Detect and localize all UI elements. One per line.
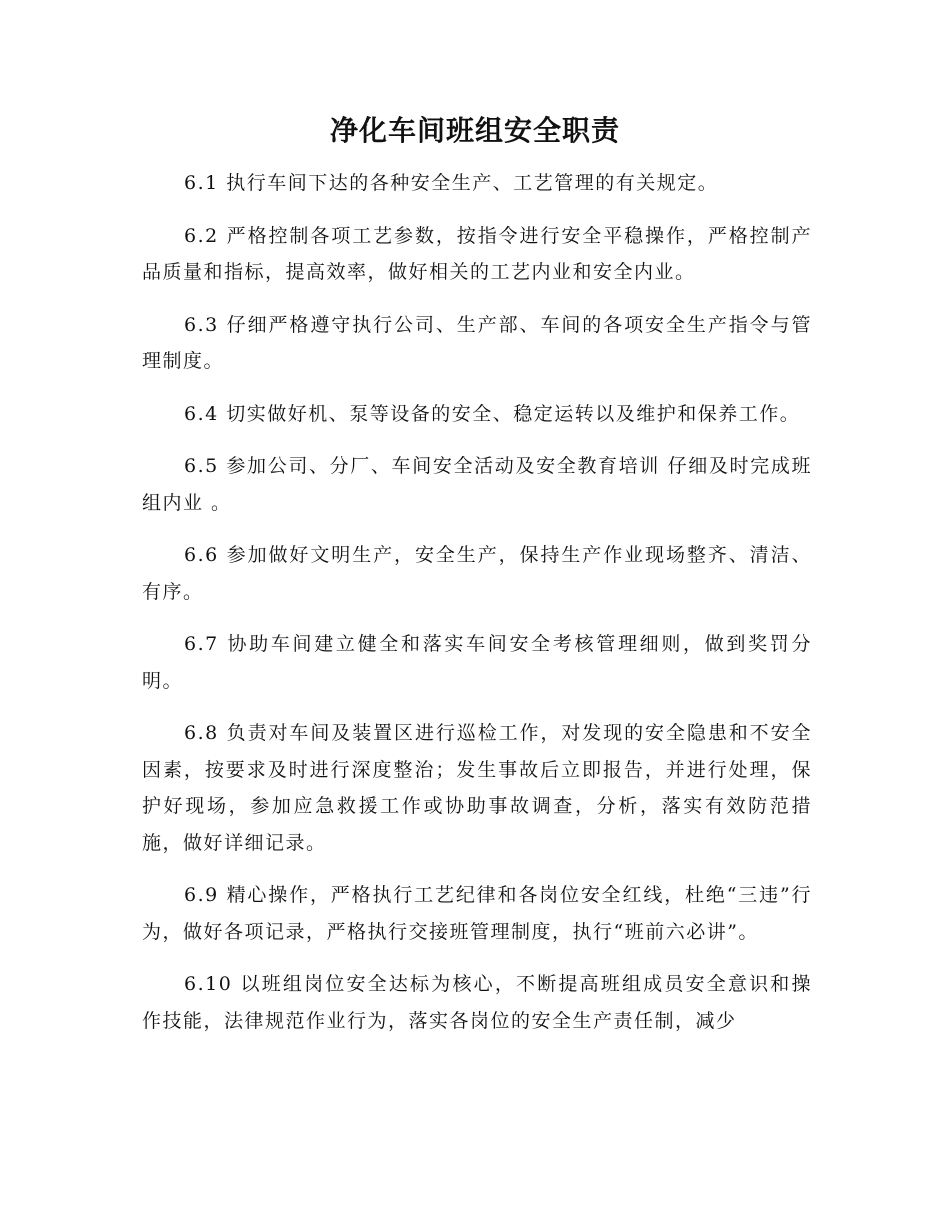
paragraph-6-6: 6.6 参加做好文明生产，安全生产，保持生产作业现场整齐、清洁、有序。 [142,544,812,603]
paragraph-6-10: 6.10 以班组岗位安全达标为核心，不断提高班组成员安全意识和操作技能，法律规范作业行为，落实各岗位的安全生产责任制，减少 [142,973,812,1032]
paragraph-6-8: 6.8 负责对车间及装置区进行巡检工作，对发现的安全隐患和不安全因素，按要求及时进行深度整治；发生事故后立即报告，并进行处理，保护好现场，参加应急救援工作或协助事故调查，分析，落实有效防范措施，做好详细记录。 [142,722,812,854]
paragraph-6-1: 6.1 执行车间下达的各种安全生产、工艺管理的有关规定。 [184,172,719,194]
paragraph-6-9: 6.9 精心操作，严格执行工艺纪律和各岗位安全红线，杜绝“三违”行为，做好各项记录，严格执行交接班管理制度，执行“班前六必讲”。 [142,884,812,943]
document-title: 净化车间班组安全职责 [329,114,620,147]
document-body [142,165,812,1055]
paragraph-6-5: 6.5 参加公司、分厂、车间安全活动及安全教育培训 仔细及时完成班组内业 。 [142,455,812,514]
paragraph-6-3: 6.3 仔细严格遵守执行公司、生产部、车间的各项安全生产指令与管理制度。 [142,313,812,372]
paragraph-6-2: 6.2 严格控制各项工艺参数，按指令进行安全平稳操作，严格控制产品质量和指标，提高效率，做好相关的工艺内业和安全内业。 [142,224,812,283]
paragraph-6-4: 6.4 切实做好机、泵等设备的安全、稳定运转以及维护和保养工作。 [184,402,801,425]
paragraph-6-7: 6.7 协助车间建立健全和落实车间安全考核管理细则，做到奖罚分明。 [142,633,812,692]
